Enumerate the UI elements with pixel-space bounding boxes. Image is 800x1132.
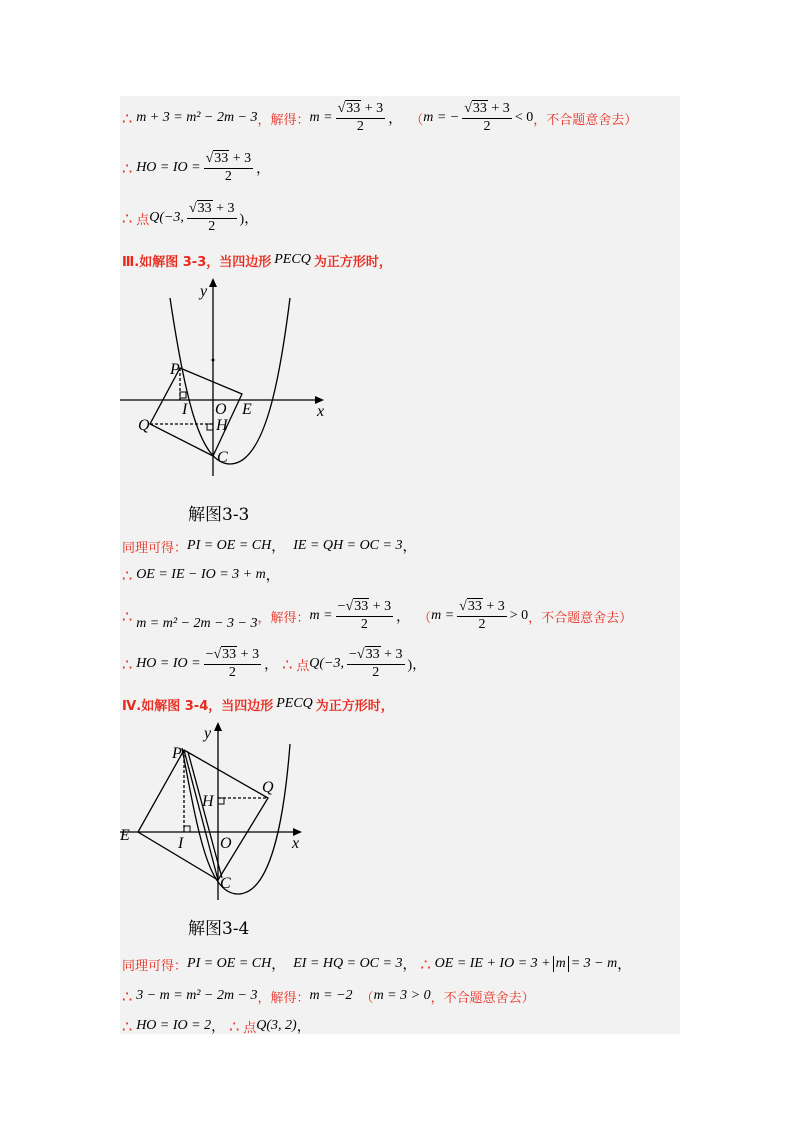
therefore-symbol: ∴ [122, 654, 133, 674]
plus-three: + 3 [380, 646, 403, 662]
heading-text: Ⅲ.如解图 3-3，当四边形 [122, 254, 272, 270]
eq-ie-qh-oc: IE = QH = OC = 3 [293, 538, 403, 553]
square-pecq [150, 368, 242, 456]
similar-label: 同理可得： [122, 540, 188, 556]
label-e: E [242, 401, 252, 418]
label-x: x [317, 403, 325, 420]
diagonal-pc-1 [184, 750, 218, 880]
solve-label: ，解得： [257, 990, 310, 1006]
paren-open: （ [418, 610, 432, 626]
equation: 3 − m = m² − 2m − 3 [136, 988, 258, 1003]
label-h: H [202, 793, 214, 810]
m-rejected: m = 3 > 0 [373, 988, 431, 1003]
eq-pi-oe-ch: PI = OE = CH [187, 956, 272, 971]
paren-open: （ [410, 112, 424, 128]
tick-dot [212, 359, 215, 362]
denominator: 2 [360, 616, 368, 632]
therefore-symbol: ∴ [122, 158, 133, 178]
therefore-symbol: ∴ [122, 565, 133, 585]
label-q: Q [138, 417, 150, 434]
denominator: 2 [208, 218, 216, 234]
denominator: 2 [372, 664, 380, 680]
label-e: E [120, 827, 130, 844]
m-pos: m = [431, 608, 455, 623]
plus-three: + 3 [487, 100, 510, 116]
label-o: O [215, 401, 227, 418]
fraction: $\frac{√33 + 3}{2}$ [205, 150, 252, 184]
comma: ， [264, 658, 279, 673]
figure-3-3 [120, 278, 340, 478]
label-o: O [220, 835, 232, 852]
parabola [182, 744, 290, 894]
therefore-symbol: ∴ [122, 1016, 133, 1036]
reject-note: ，不合题意舍去） [430, 990, 535, 1006]
therefore-symbol: ∴ [122, 986, 133, 1006]
label-p: P [172, 745, 182, 762]
m-expr: m = [309, 608, 333, 623]
oe-eq: OE = IE − IO = 3 + m [136, 567, 266, 582]
line-final [122, 1006, 311, 1046]
fraction: $\frac{√33 + 3}{2}$ [459, 598, 505, 632]
neg-sign: − [349, 646, 357, 662]
comma: ， [296, 1020, 311, 1035]
sqrt-value: 33 [472, 100, 487, 116]
caption-3-3: 解图3-3 [188, 505, 250, 525]
greater-than-zero: > 0 [509, 608, 529, 623]
plus-three: + 3 [361, 100, 384, 116]
plus-three: + 3 [369, 598, 392, 614]
ho-io-eq: HO = IO = [136, 160, 201, 175]
less-than-zero: < 0 [514, 110, 534, 125]
point-label: 点 [243, 1020, 257, 1036]
comma: ， [617, 958, 632, 973]
quad-name: PECQ [276, 696, 313, 711]
point-q: Q(−3, [149, 210, 184, 225]
therefore-symbol: ∴ [229, 1016, 240, 1036]
neg-sign: − [205, 646, 214, 662]
plus-three: + 3 [212, 200, 235, 216]
label-i: I [178, 835, 184, 852]
label-y: y [200, 283, 208, 300]
denominator: 2 [224, 168, 232, 184]
close-paren: )， [239, 212, 259, 227]
solve-label: ，解得： [257, 610, 310, 626]
line-step4-equation [122, 596, 632, 636]
therefore-symbol: ∴ [122, 108, 133, 128]
label-y: y [204, 725, 212, 742]
right-angle-i [184, 826, 190, 832]
oe-eq-post: = 3 − m [570, 956, 618, 971]
fraction: $\frac{√33 + 3}{2}$ [337, 100, 384, 134]
line-ho-io [122, 148, 270, 188]
comma: ， [211, 1020, 226, 1035]
label-h: H [216, 417, 228, 434]
therefore-symbol: ∴ [122, 606, 133, 626]
sqrt-value: 33 [214, 150, 229, 166]
denominator: 2 [228, 664, 236, 680]
label-q: Q [262, 779, 274, 796]
equation: m + 3 = m² − 2m − 3 [136, 110, 258, 125]
plus-three: + 3 [229, 150, 252, 166]
comma: ， [388, 112, 403, 127]
label-x: x [292, 835, 300, 852]
line-ho-io-4 [122, 644, 426, 684]
reject-note: ，不合题意舍去） [528, 610, 633, 626]
therefore-symbol: ∴ [122, 208, 133, 228]
comma: ， [265, 569, 280, 584]
therefore-symbol: ∴ [282, 654, 293, 674]
heading-tail: 为正方形时， [313, 254, 392, 270]
solve-label: ，解得： [257, 112, 310, 128]
m-expr: m = [309, 110, 333, 125]
comma: ， [271, 958, 286, 973]
heading-text: Ⅳ.如解图 3-4，当四边形 [122, 698, 274, 714]
similar-label: 同理可得： [122, 958, 188, 974]
fraction-neg: $\frac{-√33 + 3}{2}$ [349, 646, 403, 680]
sqrt-value: 33 [197, 200, 212, 216]
comma: ， [256, 162, 271, 177]
plus-three: + 3 [482, 598, 505, 614]
eq-pi-oe-ch: PI = OE = CH [187, 538, 272, 553]
comma: ， [271, 540, 286, 555]
point-q: Q(3, 2) [256, 1018, 297, 1033]
caption-3-4: 解图3-4 [188, 919, 250, 939]
right-angle-i [180, 392, 186, 398]
close-paren: )， [407, 658, 427, 673]
heading-tail: 为正方形时， [315, 698, 394, 714]
line-point-q [122, 198, 258, 238]
label-p: P [170, 361, 180, 378]
label-i: I [182, 401, 188, 418]
figure-3-4 [120, 722, 320, 902]
denominator: 2 [478, 616, 486, 632]
heading-case-4 [122, 684, 394, 724]
therefore-symbol: ∴ [420, 954, 431, 974]
line-oe [122, 555, 280, 595]
point-label: 点 [136, 212, 150, 228]
denominator: 2 [356, 118, 364, 134]
label-c: C [217, 449, 228, 466]
fraction: $\frac{√33 + 3}{2}$ [188, 200, 235, 234]
right-angle-h [218, 798, 224, 804]
sqrt-value: 33 [354, 598, 369, 614]
y-arrow [209, 278, 217, 287]
neg-sign: − [337, 598, 346, 614]
line-step3-equation [122, 98, 637, 138]
heading-case-3 [122, 240, 392, 280]
parabola [170, 298, 290, 464]
reject-note: ，不合题意舍去） [533, 112, 638, 128]
y-arrow [214, 722, 222, 731]
comma: ， [402, 958, 417, 973]
paren-open: （ [360, 990, 374, 1006]
right-angle-h [207, 424, 213, 430]
point-label: 点 [296, 658, 310, 674]
denominator: 2 [483, 118, 491, 134]
plus-three: + 3 [237, 646, 260, 662]
m-solution: m = −2 [309, 988, 353, 1003]
sqrt-value: 33 [467, 598, 482, 614]
point-q: Q(−3, [309, 656, 345, 671]
ho-io-eq: HO = IO = [136, 656, 201, 671]
square-pecq [138, 750, 268, 880]
eq-ei-hq-oc: EI = HQ = OC = 3 [293, 956, 403, 971]
quad-name: PECQ [274, 252, 311, 267]
label-c: C [220, 875, 231, 892]
sqrt-value: 33 [222, 646, 237, 662]
m-neg-expr: m = − [423, 110, 460, 125]
comma: ， [402, 540, 417, 555]
fraction-neg: $\frac{√33 + 3}{2}$ [464, 100, 510, 134]
fraction-neg: $\frac{-√33 + 3}{2}$ [205, 646, 260, 680]
sqrt-value: 33 [346, 100, 361, 116]
equation: m = m² − 2m − 3 − 3 [136, 616, 258, 631]
fraction-neg: $\frac{-√33 + 3}{2}$ [337, 598, 392, 632]
diagonal-pc-2 [188, 752, 222, 878]
abs-m: m [553, 956, 569, 972]
oe-eq-pre: OE = IE + IO = 3 + [434, 956, 551, 971]
sqrt-value: 33 [365, 646, 380, 662]
comma: ， [396, 610, 411, 625]
ho-io-eq: HO = IO = 2 [136, 1018, 212, 1033]
